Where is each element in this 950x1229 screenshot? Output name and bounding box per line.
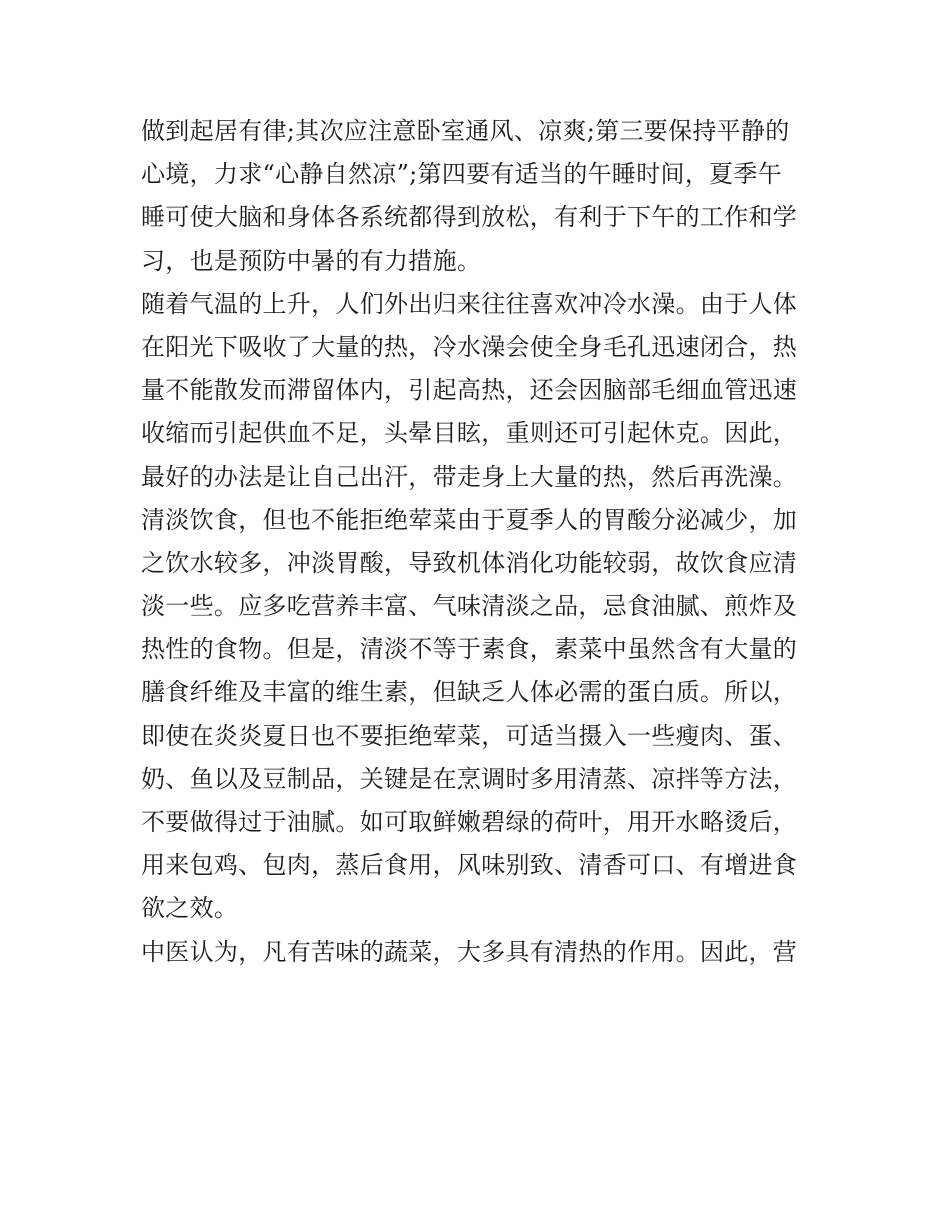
text-line: 之饮水较多，冲淡胃酸，导致机体消化功能较弱，故饮食应清 [141, 548, 798, 577]
text-line: 用来包鸡、包肉，蒸后食用，风味别致、清香可口、有增进食 [141, 851, 798, 880]
body-text [141, 110, 816, 974]
text-line: 量不能散发而滞留体内，引起高热，还会因脑部毛细血管迅速 [141, 376, 798, 405]
text-line: 做到起居有律;其次应注意卧室通风、凉爽;第三要保持平静的 [141, 117, 790, 145]
text-line: 收缩而引起供血不足，头晕目眩，重则还可引起休克。因此， [141, 419, 798, 448]
text-line: 清淡饮食，但也不能拒绝荤菜由于夏季人的胃酸分泌减少，加 [141, 505, 798, 534]
text-line: 习，也是预防中暑的有力措施。 [141, 246, 482, 275]
text-line: 膳食纤维及丰富的维生素，但缺乏人体必需的蛋白质。所以， [141, 678, 798, 707]
text-line: 淡一些。应多吃营养丰富、气味清淡之品，忌食油腻、煎炸及 [141, 592, 798, 621]
text-line: 热性的食物。但是，清淡不等于素食，素菜中虽然含有大量的 [141, 635, 798, 664]
text-line: 心境，力求“心静自然凉”;第四要有适当的午睡时间，夏季午 [141, 160, 783, 189]
text-line: 欲之效。 [141, 894, 239, 923]
text-line: 随着气温的上升，人们外出归来往往喜欢冲冷水澡。由于人体 [141, 289, 798, 318]
text-line: 即使在炎炎夏日也不要拒绝荤菜，可适当摄入一些瘦肉、蛋、 [141, 721, 798, 750]
text-line: 中医认为，凡有苦味的蔬菜，大多具有清热的作用。因此，营 [141, 937, 798, 966]
text-line: 睡可使大脑和身体各系统都得到放松，有利于下午的工作和学 [141, 203, 798, 232]
text-line: 最好的办法是让自己出汗，带走身上大量的热，然后再洗澡。 [141, 462, 798, 491]
text-line: 奶、鱼以及豆制品，关键是在烹调时多用清蒸、凉拌等方法， [141, 764, 798, 793]
text-line: 在阳光下吸收了大量的热，冷水澡会使全身毛孔迅速闭合，热 [141, 332, 798, 361]
text-line: 不要做得过于油腻。如可取鲜嫩碧绿的荷叶，用开水略烫后， [141, 808, 798, 836]
